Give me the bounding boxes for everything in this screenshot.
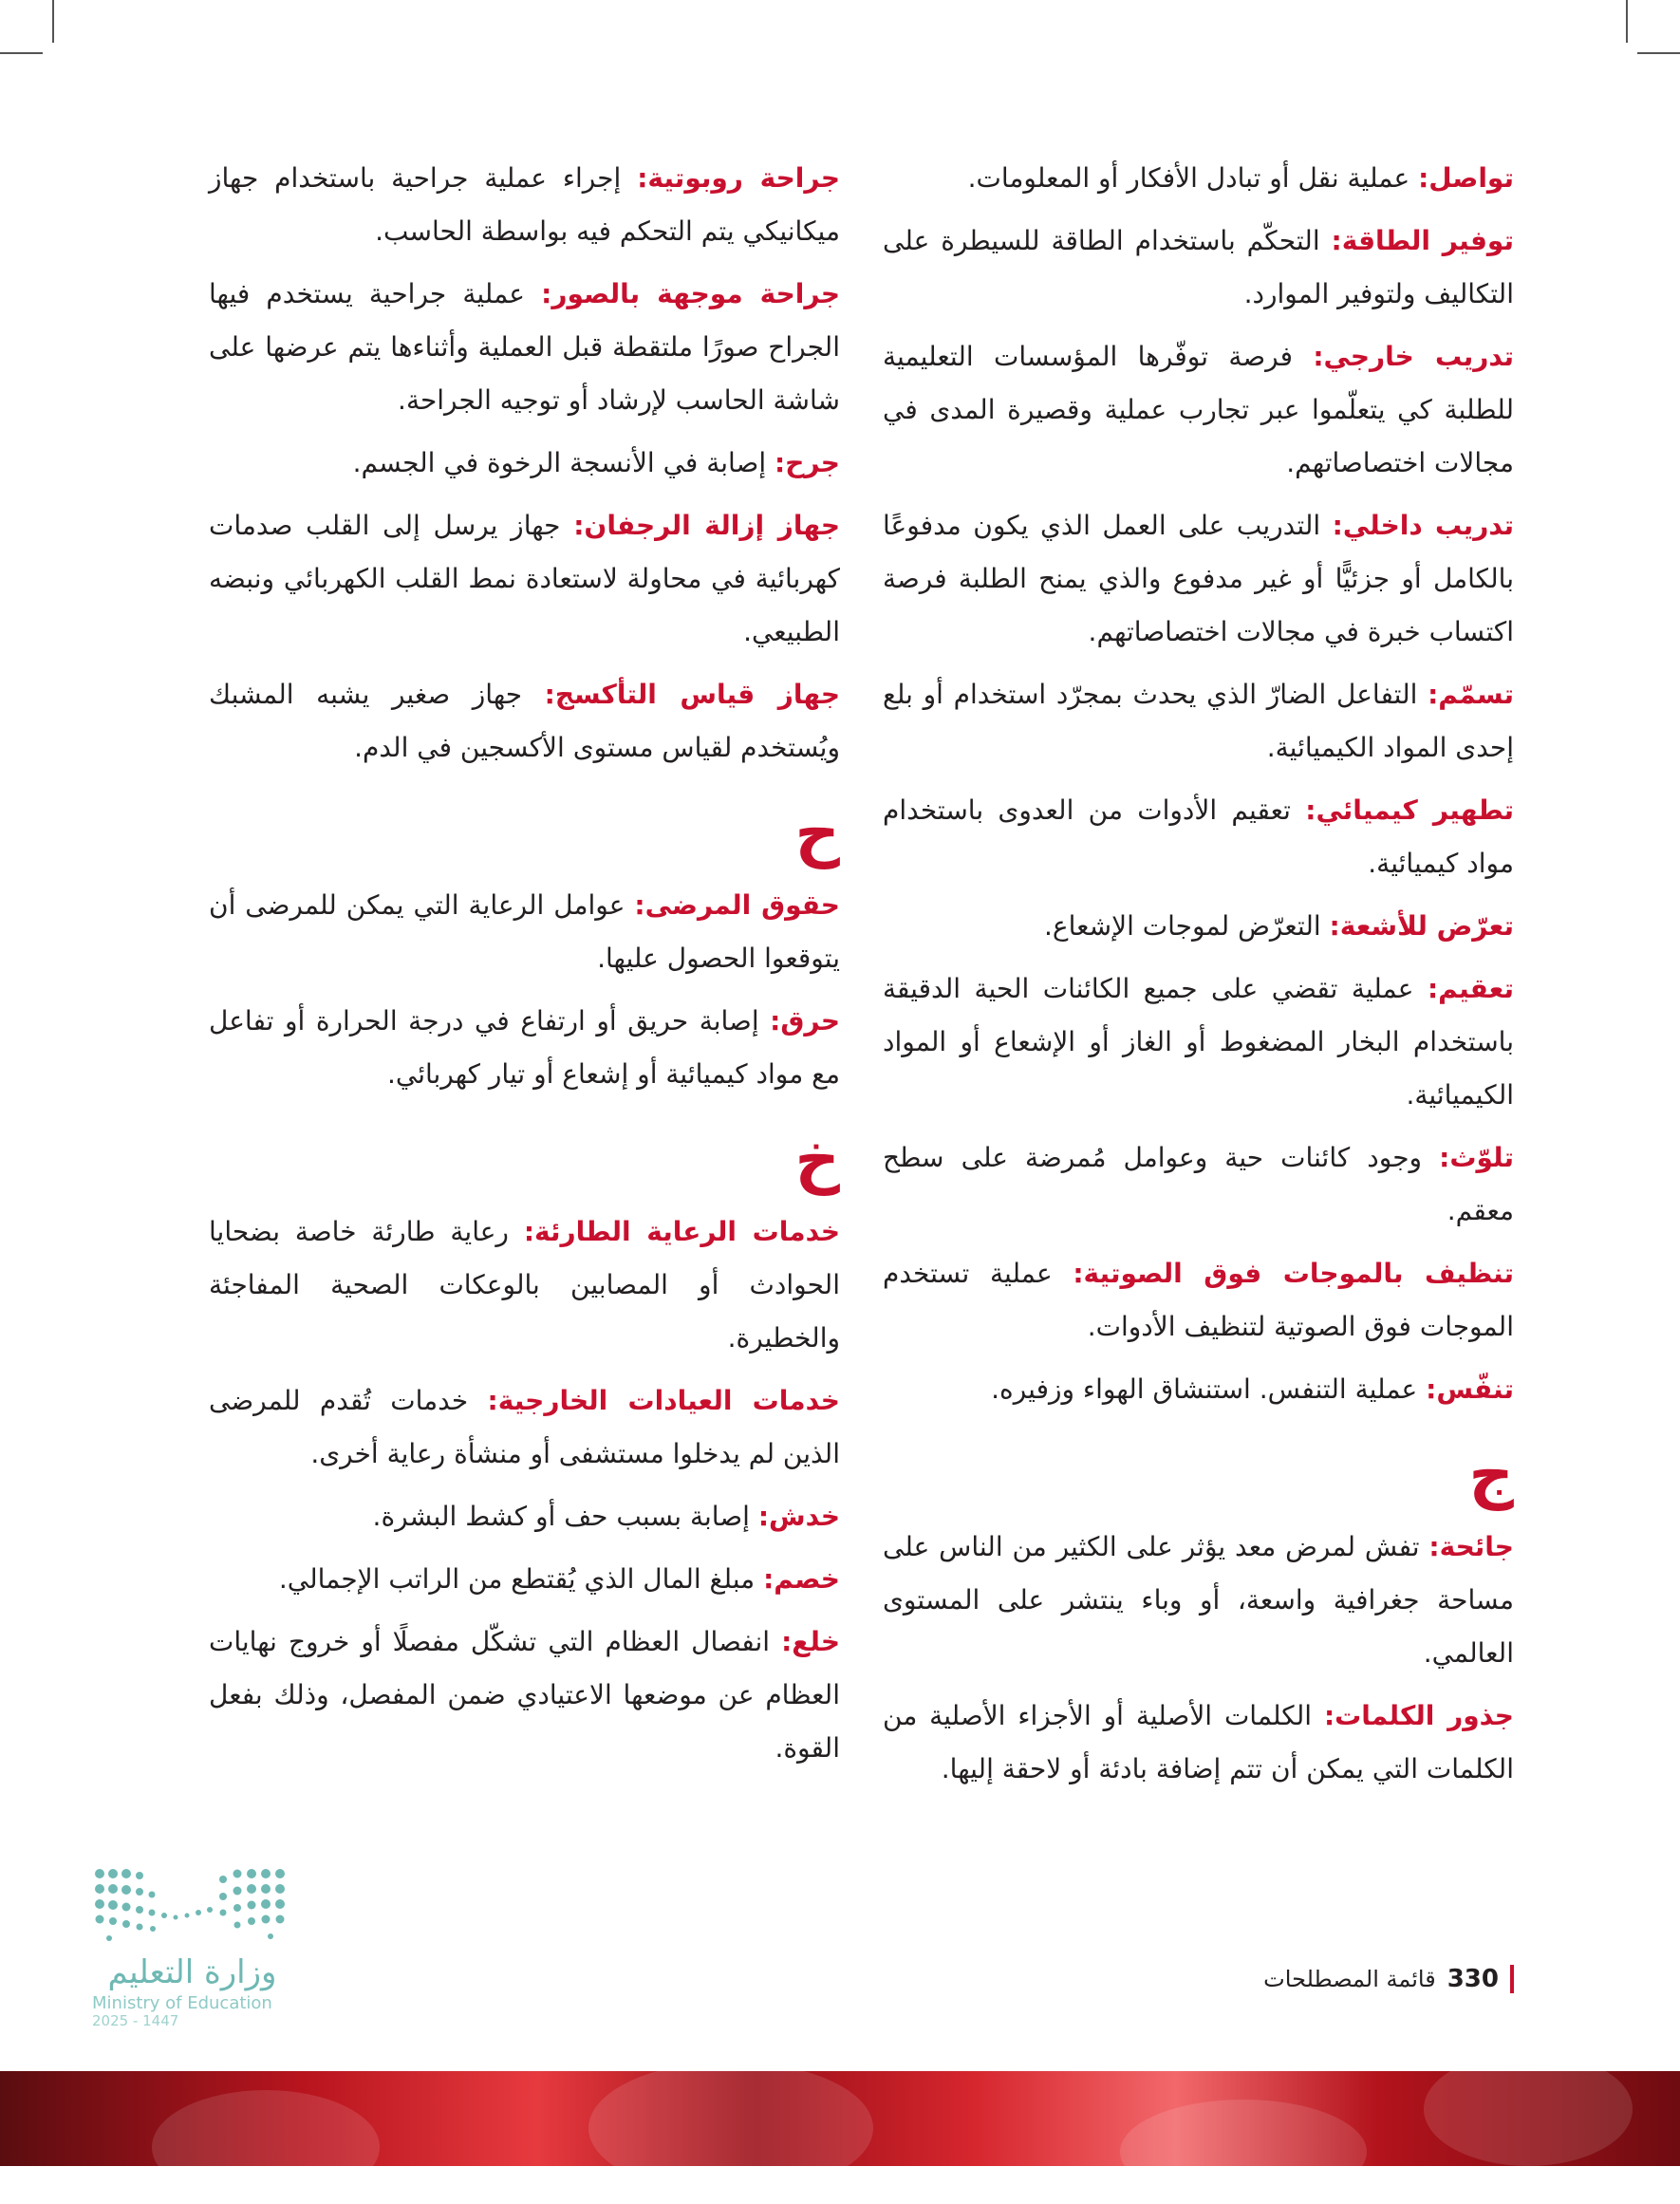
glossary-entry: [883, 499, 1514, 659]
glossary-definition: رعاية طارئة خاصة بضحايا الحوادث أو المصابين بالوعكات الصحية المفاجئة والخطيرة.: [209, 1216, 840, 1354]
glossary-term: تنظيف بالموجات فوق الصوتية:: [1073, 1258, 1514, 1289]
glossary-term: جهاز قياس التأكسج:: [544, 679, 841, 710]
glossary-term: تنفّس:: [1426, 1373, 1514, 1405]
section-title: قائمة المصطلحات: [1263, 1966, 1436, 1992]
glossary-definition: إجراء عملية جراحية باستخدام جهاز ميكانيكي يتم التحكم فيه بواسطة الحاسب.: [209, 162, 840, 247]
glossary-definition: عملية تستخدم الموجات فوق الصوتية لتنظيف الأدوات.: [883, 1258, 1514, 1342]
glossary-term: تواصل:: [1418, 162, 1514, 194]
footer-bar: [1510, 1965, 1514, 1993]
glossary-definition: عملية نقل أو تبادل الأفكار أو المعلومات.: [967, 162, 1410, 194]
page-number: 330: [1447, 1965, 1499, 1993]
glossary-term: توفير الطاقة:: [1331, 225, 1514, 256]
logo-english-text: Ministry of Education: [92, 1993, 272, 2013]
glossary-definition: جهاز يرسل إلى القلب صدمات كهربائية في محاولة لاستعادة نمط القلب الكهربائي ونبضه الطبيعي.: [209, 510, 840, 647]
glossary-definition: الكلمات الأصلية أو الأجزاء الأصلية من الكلمات التي يمكن أن تتم إضافة بادئة أو لاحقة إليها.: [883, 1700, 1514, 1784]
glossary-entry: [883, 1247, 1514, 1354]
right-entries: [883, 152, 1514, 1416]
glossary-entry: [883, 152, 1514, 205]
letter-khaa-heading: خ: [794, 1123, 840, 1196]
glossary-entry: [209, 1205, 840, 1365]
logo-year-text: 2025 - 1447: [92, 2012, 179, 2029]
glossary-entry: [209, 499, 840, 659]
blood-cell-decoration: [1424, 2052, 1633, 2166]
glossary-term: تدريب داخلي:: [1332, 510, 1515, 541]
glossary-definition: التفاعل الضارّ الذي يحدث بمجرّد استخدام أو بلع إحدى المواد الكيميائية.: [883, 679, 1514, 763]
ministry-logo: [90, 1860, 318, 2029]
decorative-blood-band: [0, 2071, 1680, 2166]
glossary-entry: [209, 668, 840, 775]
glossary-term: تلوّث:: [1439, 1142, 1514, 1173]
glossary-term: جراحة موجهة بالصور:: [541, 278, 841, 309]
glossary-entry: [209, 879, 840, 985]
glossary-definition: جهاز صغير يشبه المشبك ويُستخدم لقياس مستوى الأكسجين في الدم.: [209, 679, 840, 763]
glossary-term: جائحة:: [1428, 1531, 1514, 1562]
glossary-definition: عملية تقضي على جميع الكائنات الحية الدقيقة باستخدام البخار المضغوط أو الغاز أو الإشعاع أو المواد الكيميائية.: [883, 973, 1514, 1111]
glossary-entry: [883, 215, 1514, 321]
glossary-term: تعرّض للأشعة:: [1329, 910, 1514, 942]
left-column: [209, 152, 840, 1784]
glossary-definition: إصابة بسبب حف أو كشط البشرة.: [372, 1501, 750, 1532]
page-footer: [1263, 1965, 1514, 1993]
glossary-definition: مبلغ المال الذي يُقتطع من الراتب الإجمالي.: [278, 1563, 756, 1595]
jeem-entries: [883, 1521, 1514, 1796]
glossary-definition: فرصة توفّرها المؤسسات التعليمية للطلبة كي يتعلّموا عبر تجارب عملية وقصيرة المدى في مجالات اختصاصاتهم.: [883, 341, 1514, 478]
glossary-definition: التعرّض لموجات الإشعاع.: [1044, 910, 1321, 942]
glossary-definition: تفش لمرض معد يؤثر على الكثير من الناس على مساحة جغرافية واسعة، أو وباء ينتشر على المستوى العالمي.: [883, 1531, 1514, 1669]
crop-mark: [1626, 0, 1628, 43]
glossary-definition: عملية التنفس. استنشاق الهواء وزفيره.: [991, 1373, 1418, 1405]
glossary-entry: [883, 1521, 1514, 1680]
glossary-term: جرح:: [775, 447, 840, 478]
logo-dots-icon: [90, 1860, 299, 1951]
glossary-entry: [209, 268, 840, 427]
glossary-term: جذور الكلمات:: [1323, 1700, 1514, 1731]
crop-mark: [52, 0, 54, 43]
glossary-entry: [883, 668, 1514, 775]
glossary-entry: [883, 784, 1514, 890]
khaa-entries: [209, 1205, 840, 1775]
glossary-definition: التحكّم باستخدام الطاقة للسيطرة على التكاليف ولتوفير الموارد.: [883, 225, 1514, 309]
glossary-term: خدمات العيادات الخارجية:: [487, 1385, 840, 1416]
letter-haa-heading: ح: [794, 796, 840, 869]
glossary-term: جراحة روبوتية:: [637, 162, 840, 194]
glossary-definition: عوامل الرعاية التي يمكن للمرضى أن يتوقعوا الحصول عليها.: [209, 889, 840, 974]
glossary-entry: [209, 1553, 840, 1606]
glossary-entry: [883, 1131, 1514, 1238]
glossary-term: حقوق المرضى:: [634, 889, 840, 921]
glossary-definition: إصابة في الأنسجة الرخوة في الجسم.: [352, 447, 767, 478]
glossary-term: تعقيم:: [1427, 973, 1514, 1004]
glossary-term: تدريب خارجي:: [1313, 341, 1515, 372]
glossary-term: جهاز إزالة الرجفان:: [573, 510, 841, 541]
crop-mark: [1637, 52, 1680, 54]
glossary-definition: وجود كائنات حية وعوامل مُمرضة على سطح معقم.: [883, 1142, 1514, 1226]
logo-arabic-text: وزارة التعليم: [107, 1953, 277, 1991]
glossary-term: خلع:: [781, 1626, 840, 1657]
glossary-entry: [209, 437, 840, 490]
blood-cell-decoration: [152, 2090, 380, 2204]
glossary-definition: عملية جراحية يستخدم فيها الجراح صورًا ملتقطة قبل العملية وأثناءها يتم عرضها على شاشة الحاسب لإرشاد أو توجيه الجراحة.: [209, 278, 840, 416]
glossary-definition: خدمات تُقدم للمرضى الذين لم يدخلوا مستشفى أو منشأة رعاية أخرى.: [209, 1385, 840, 1469]
blood-cell-decoration: [1120, 2100, 1367, 2204]
glossary-definition: تعقيم الأدوات من العدوى باستخدام مواد كيميائية.: [883, 794, 1514, 879]
right-column: [883, 152, 1514, 1805]
glossary-definition: انفصال العظام التي تشكّل مفصلًا أو خروج نهايات العظام عن موضعها الاعتيادي ضمن المفصل، وذلك بفعل القوة.: [209, 1626, 840, 1764]
glossary-term: حرق:: [770, 1005, 840, 1037]
crop-mark: [0, 52, 43, 54]
glossary-entry: [883, 962, 1514, 1122]
glossary-entry: [883, 1690, 1514, 1796]
blood-cell-decoration: [588, 2062, 873, 2195]
glossary-entry: [209, 995, 840, 1101]
glossary-term: خدمات الرعاية الطارئة:: [523, 1216, 840, 1247]
glossary-term: خصم:: [763, 1563, 840, 1595]
haa-entries: [209, 879, 840, 1101]
glossary-entry: [209, 152, 840, 258]
glossary-entry: [883, 900, 1514, 953]
glossary-entry: [209, 1490, 840, 1543]
glossary-entry: [883, 1363, 1514, 1416]
glossary-term: خدش:: [757, 1501, 840, 1532]
letter-jeem-heading: ج: [1468, 1438, 1514, 1511]
glossary-term: تطهير كيميائي:: [1305, 794, 1514, 826]
glossary-entry: [883, 330, 1514, 490]
glossary-term: تسمّم:: [1428, 679, 1514, 710]
glossary-definition: إصابة حريق أو ارتفاع في درجة الحرارة أو تفاعل مع مواد كيميائية أو إشعاع أو تيار كهربائي.: [209, 1005, 840, 1090]
left-entries: [209, 152, 840, 775]
glossary-entry: [209, 1616, 840, 1775]
glossary-entry: [209, 1374, 840, 1481]
glossary-definition: التدريب على العمل الذي يكون مدفوعًا بالكامل أو جزئيًّا أو غير مدفوع والذي يمنح الطلبة فرصة اكتساب خبرة في مجالات اختصاصاتهم.: [883, 510, 1514, 647]
